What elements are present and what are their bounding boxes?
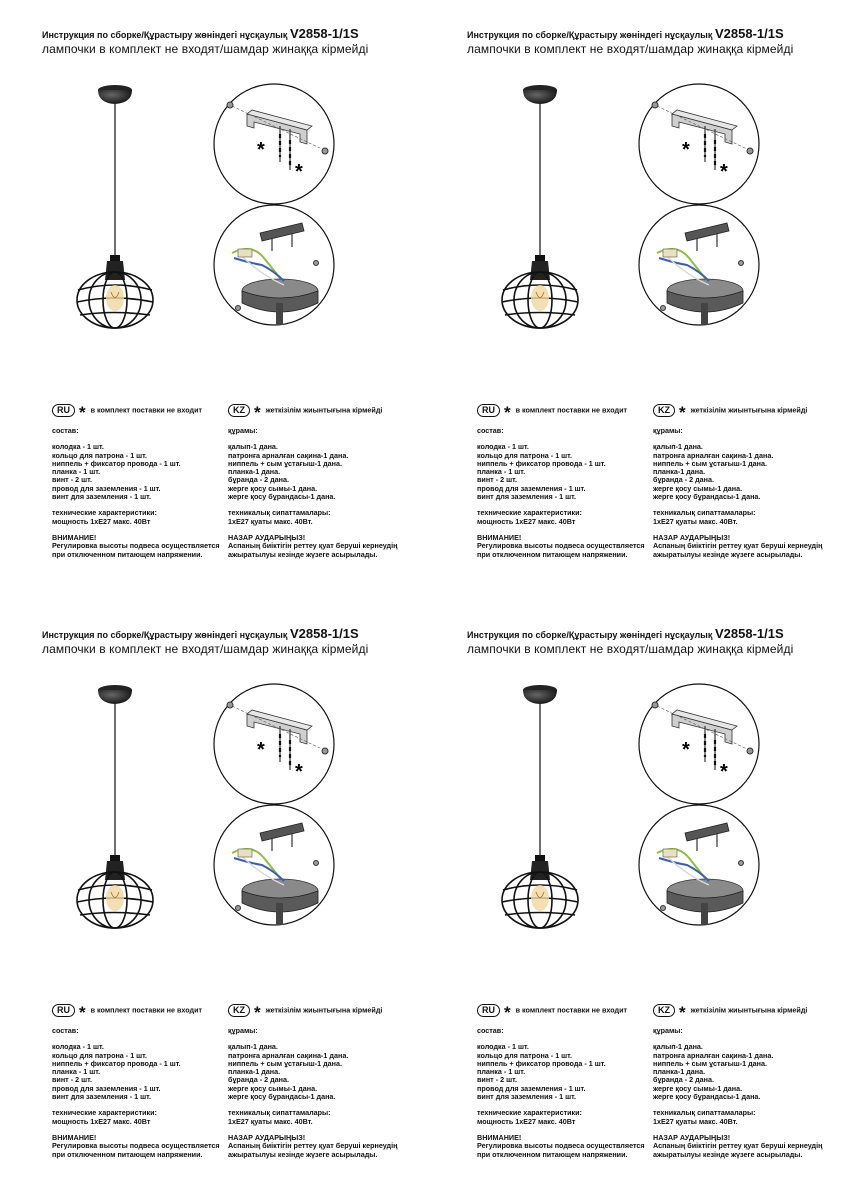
kz-warning-line: ажыратылуы кезінде жүзеге асырылады.: [228, 1149, 378, 1159]
list-item: провод для заземления - 1 шт.: [52, 483, 161, 493]
list-item: бұранда - 2 дана.: [653, 475, 715, 485]
kz-warning-line: Аспаның биіктігін реттеу қуат беруші кернеудің: [653, 541, 823, 551]
asterisk-icon: *: [720, 161, 728, 183]
kz-language-badge: KZ: [228, 404, 250, 417]
ru-specs: мощность 1xE27 макс. 40Вт: [52, 516, 151, 526]
model-number: V2858-1/1S: [290, 626, 359, 641]
kz-section: [228, 404, 408, 559]
list-item: винт для заземления - 1 шт.: [52, 1092, 151, 1102]
list-item: кольцо для патрона - 1 шт.: [477, 450, 573, 460]
list-item: жерге қосу бұрандасы-1 дана.: [228, 492, 336, 502]
ru-specs: мощность 1xE27 макс. 40Вт: [477, 516, 576, 526]
asterisk-icon: *: [254, 1002, 261, 1022]
kz-specs: 1xE27 қуаты макс. 40Вт.: [228, 516, 313, 526]
list-item: жерге қосу сымы-1 дана.: [653, 483, 743, 493]
list-item: ниппель + сым ұстағыш-1 дана.: [653, 458, 767, 468]
list-item: колодка - 1 шт.: [477, 442, 529, 452]
list-item: бұранда - 2 дана.: [653, 1075, 715, 1085]
list-item: планка-1 дана.: [228, 467, 281, 477]
ru-specs-title: технические характеристики:: [52, 508, 157, 518]
list-item: винт для заземления - 1 шт.: [52, 492, 151, 502]
kz-not-included-note: жеткізілім жиынтығына кірмейді: [265, 1005, 383, 1015]
ru-contents-list: [477, 443, 647, 501]
asterisk-icon: *: [254, 402, 261, 422]
wiring-canopy-diagram: [637, 203, 762, 328]
kz-contents-list: [228, 443, 408, 501]
ru-section: [52, 404, 222, 559]
ru-specs-title: технические характеристики:: [52, 1108, 157, 1118]
list-item: планка - 1 шт.: [477, 1067, 526, 1077]
ru-warning-line: при отключенном питающем напряжении.: [477, 1149, 628, 1159]
list-item: винт для заземления - 1 шт.: [477, 1092, 576, 1102]
kz-warning-title: НАЗАР АУДАРЫҢЫЗ!: [228, 532, 306, 542]
kz-specs-title: техникалық сипаттамалары:: [653, 1108, 756, 1118]
list-item: жерге қосу сымы-1 дана.: [228, 1083, 318, 1093]
list-item: планка-1 дана.: [653, 467, 706, 477]
list-item: винт - 2 шт.: [477, 475, 517, 485]
list-item: винт - 2 шт.: [477, 1075, 517, 1085]
list-item: кольцо для патрона - 1 шт.: [477, 1050, 573, 1060]
instruction-title: Инструкция по сборке/Құрастыру жөніндегі нұсқаулық: [467, 630, 713, 640]
ru-language-badge: RU: [52, 1004, 75, 1017]
pendant-lamp-illustration: [495, 70, 605, 340]
kz-contents-list: [228, 1043, 408, 1101]
list-item: провод для заземления - 1 шт.: [477, 483, 586, 493]
ru-warning-title: ВНИМАНИЕ!: [477, 532, 522, 542]
kz-contents-title: құрамы:: [653, 426, 683, 435]
instruction-title: Инструкция по сборке/Құрастыру жөніндегі нұсқаулық: [467, 30, 713, 40]
ru-specs-title: технические характеристики:: [477, 1108, 582, 1118]
list-item: ниппель + сым ұстағыш-1 дана.: [228, 458, 342, 468]
kz-warning-line: ажыратылуы кезінде жүзеге асырылады.: [653, 549, 803, 559]
kz-not-included-note: жеткізілім жиынтығына кірмейді: [690, 1005, 808, 1015]
list-item: қалып-1 дана.: [653, 442, 703, 452]
ru-warning-line: при отключенном питающем напряжении.: [52, 549, 203, 559]
asterisk-icon: *: [79, 402, 86, 422]
ru-warning-title: ВНИМАНИЕ!: [52, 1132, 97, 1142]
wiring-canopy-diagram: [212, 203, 337, 328]
ru-language-badge: RU: [477, 1004, 500, 1017]
list-item: ниппель + сым ұстағыш-1 дана.: [653, 1058, 767, 1068]
ru-warning-line: при отключенном питающем напряжении.: [52, 1149, 203, 1159]
list-item: винт - 2 шт.: [52, 1075, 92, 1085]
asterisk-icon: *: [682, 139, 690, 161]
ru-not-included-note: в комплект поставки не входит: [90, 1005, 203, 1015]
kz-contents-list: [653, 1043, 833, 1101]
list-item: патронға арналған сақина-1 дана.: [653, 1050, 774, 1060]
kz-warning-title: НАЗАР АУДАРЫҢЫЗ!: [228, 1132, 306, 1142]
kz-specs: 1xE27 қуаты макс. 40Вт.: [228, 1116, 313, 1126]
instruction-sheet: [425, 600, 849, 1200]
ru-contents-title: состав:: [52, 1026, 79, 1035]
kz-section: [228, 1004, 408, 1159]
mounting-bracket-diagram: [212, 82, 337, 207]
kz-warning-line: ажыратылуы кезінде жүзеге асырылады.: [653, 1149, 803, 1159]
ru-warning-line: Регулировка высоты подвеса осуществляется: [477, 1141, 645, 1151]
ru-specs-title: технические характеристики:: [477, 508, 582, 518]
list-item: винт для заземления - 1 шт.: [477, 492, 576, 502]
list-item: ниппель + фиксатор провода - 1 шт.: [477, 1058, 606, 1068]
asterisk-icon: *: [682, 739, 690, 761]
list-item: винт - 2 шт.: [52, 475, 92, 485]
ru-language-badge: RU: [477, 404, 500, 417]
list-item: провод для заземления - 1 шт.: [477, 1083, 586, 1093]
ru-not-included-note: в комплект поставки не входит: [90, 405, 203, 415]
kz-section: [653, 404, 833, 559]
kz-warning-line: ажыратылуы кезінде жүзеге асырылады.: [228, 549, 378, 559]
instruction-title: Инструкция по сборке/Құрастыру жөніндегі нұсқаулық: [42, 630, 288, 640]
kz-contents-title: құрамы:: [228, 1026, 258, 1035]
list-item: қалып-1 дана.: [653, 1042, 703, 1052]
ru-contents-title: состав:: [477, 426, 504, 435]
pendant-lamp-illustration: [495, 670, 605, 940]
list-item: ниппель + фиксатор провода - 1 шт.: [477, 458, 606, 468]
list-item: қалып-1 дана.: [228, 442, 278, 452]
ru-specs: мощность 1xE27 макс. 40Вт: [52, 1116, 151, 1126]
kz-warning-title: НАЗАР АУДАРЫҢЫЗ!: [653, 1132, 731, 1142]
ru-warning-title: ВНИМАНИЕ!: [52, 532, 97, 542]
ru-warning-line: при отключенном питающем напряжении.: [477, 549, 628, 559]
ru-contents-title: состав:: [52, 426, 79, 435]
asterisk-icon: *: [504, 1002, 511, 1022]
asterisk-icon: *: [79, 1002, 86, 1022]
asterisk-icon: *: [295, 761, 303, 783]
ru-language-badge: RU: [52, 404, 75, 417]
asterisk-icon: *: [257, 739, 265, 761]
kz-contents-list: [653, 443, 833, 501]
list-item: жерге қосу бұрандасы-1 дана.: [653, 1092, 761, 1102]
model-number: V2858-1/1S: [290, 26, 359, 41]
kz-warning-title: НАЗАР АУДАРЫҢЫЗ!: [653, 532, 731, 542]
list-item: колодка - 1 шт.: [477, 1042, 529, 1052]
kz-contents-title: құрамы:: [653, 1026, 683, 1035]
list-item: жерге қосу бұрандасы-1 дана.: [228, 1092, 336, 1102]
bulbs-not-included-note: лампочки в комплект не входят/шамдар жинаққа кірмейді: [467, 42, 794, 56]
wiring-canopy-diagram: [212, 803, 337, 928]
list-item: провод для заземления - 1 шт.: [52, 1083, 161, 1093]
kz-language-badge: KZ: [228, 1004, 250, 1017]
list-item: кольцо для патрона - 1 шт.: [52, 1050, 148, 1060]
kz-language-badge: KZ: [653, 404, 675, 417]
bulbs-not-included-note: лампочки в комплект не входят/шамдар жинаққа кірмейді: [467, 642, 794, 656]
mounting-bracket-diagram: [212, 682, 337, 807]
kz-language-badge: KZ: [653, 1004, 675, 1017]
ru-contents-title: состав:: [477, 1026, 504, 1035]
kz-contents-title: құрамы:: [228, 426, 258, 435]
list-item: патронға арналған сақина-1 дана.: [228, 450, 349, 460]
list-item: ниппель + фиксатор провода - 1 шт.: [52, 458, 181, 468]
list-item: планка-1 дана.: [228, 1067, 281, 1077]
list-item: патронға арналған сақина-1 дана.: [653, 450, 774, 460]
list-item: планка - 1 шт.: [477, 467, 526, 477]
mounting-bracket-diagram: [637, 82, 762, 207]
list-item: планка-1 дана.: [653, 1067, 706, 1077]
ru-not-included-note: в комплект поставки не входит: [515, 405, 628, 415]
kz-warning-line: Аспаның биіктігін реттеу қуат беруші кернеудің: [228, 1141, 398, 1151]
mounting-bracket-diagram: [637, 682, 762, 807]
kz-not-included-note: жеткізілім жиынтығына кірмейді: [265, 405, 383, 415]
asterisk-icon: *: [504, 402, 511, 422]
list-item: қалып-1 дана.: [228, 1042, 278, 1052]
ru-section: [52, 1004, 222, 1159]
ru-warning-line: Регулировка высоты подвеса осуществляется: [52, 541, 220, 551]
instruction-sheet: [0, 0, 424, 600]
instruction-sheet: [425, 0, 849, 600]
wiring-canopy-diagram: [637, 803, 762, 928]
instruction-sheet: [0, 600, 424, 1200]
list-item: ниппель + сым ұстағыш-1 дана.: [228, 1058, 342, 1068]
list-item: жерге қосу сымы-1 дана.: [653, 1083, 743, 1093]
kz-specs: 1xE27 қуаты макс. 40Вт.: [653, 1116, 738, 1126]
list-item: кольцо для патрона - 1 шт.: [52, 450, 148, 460]
model-number: V2858-1/1S: [715, 26, 784, 41]
kz-specs-title: техникалық сипаттамалары:: [653, 508, 756, 518]
asterisk-icon: *: [257, 139, 265, 161]
instruction-title: Инструкция по сборке/Құрастыру жөніндегі нұсқаулық: [42, 30, 288, 40]
ru-warning-line: Регулировка высоты подвеса осуществляется: [52, 1141, 220, 1151]
ru-warning-line: Регулировка высоты подвеса осуществляется: [477, 541, 645, 551]
ru-specs: мощность 1xE27 макс. 40Вт: [477, 1116, 576, 1126]
kz-specs-title: техникалық сипаттамалары:: [228, 1108, 331, 1118]
list-item: жерге қосу сымы-1 дана.: [228, 483, 318, 493]
list-item: патронға арналған сақина-1 дана.: [228, 1050, 349, 1060]
kz-not-included-note: жеткізілім жиынтығына кірмейді: [690, 405, 808, 415]
list-item: колодка - 1 шт.: [52, 1042, 104, 1052]
asterisk-icon: *: [720, 761, 728, 783]
pendant-lamp-illustration: [70, 670, 180, 940]
pendant-lamp-illustration: [70, 70, 180, 340]
ru-contents-list: [477, 1043, 647, 1101]
list-item: ниппель + фиксатор провода - 1 шт.: [52, 1058, 181, 1068]
ru-not-included-note: в комплект поставки не входит: [515, 1005, 628, 1015]
bulbs-not-included-note: лампочки в комплект не входят/шамдар жинаққа кірмейді: [42, 642, 369, 656]
model-number: V2858-1/1S: [715, 626, 784, 641]
list-item: планка - 1 шт.: [52, 1067, 101, 1077]
ru-warning-title: ВНИМАНИЕ!: [477, 1132, 522, 1142]
kz-warning-line: Аспаның биіктігін реттеу қуат беруші кернеудің: [653, 1141, 823, 1151]
ru-section: [477, 1004, 647, 1159]
kz-warning-line: Аспаның биіктігін реттеу қуат беруші кернеудің: [228, 541, 398, 551]
asterisk-icon: *: [679, 1002, 686, 1022]
list-item: жерге қосу бұрандасы-1 дана.: [653, 492, 761, 502]
list-item: бұранда - 2 дана.: [228, 475, 290, 485]
kz-section: [653, 1004, 833, 1159]
asterisk-icon: *: [295, 161, 303, 183]
ru-contents-list: [52, 443, 222, 501]
list-item: колодка - 1 шт.: [52, 442, 104, 452]
list-item: планка - 1 шт.: [52, 467, 101, 477]
bulbs-not-included-note: лампочки в комплект не входят/шамдар жинаққа кірмейді: [42, 42, 369, 56]
asterisk-icon: *: [679, 402, 686, 422]
ru-section: [477, 404, 647, 559]
kz-specs: 1xE27 қуаты макс. 40Вт.: [653, 516, 738, 526]
list-item: бұранда - 2 дана.: [228, 1075, 290, 1085]
ru-contents-list: [52, 1043, 222, 1101]
kz-specs-title: техникалық сипаттамалары:: [228, 508, 331, 518]
